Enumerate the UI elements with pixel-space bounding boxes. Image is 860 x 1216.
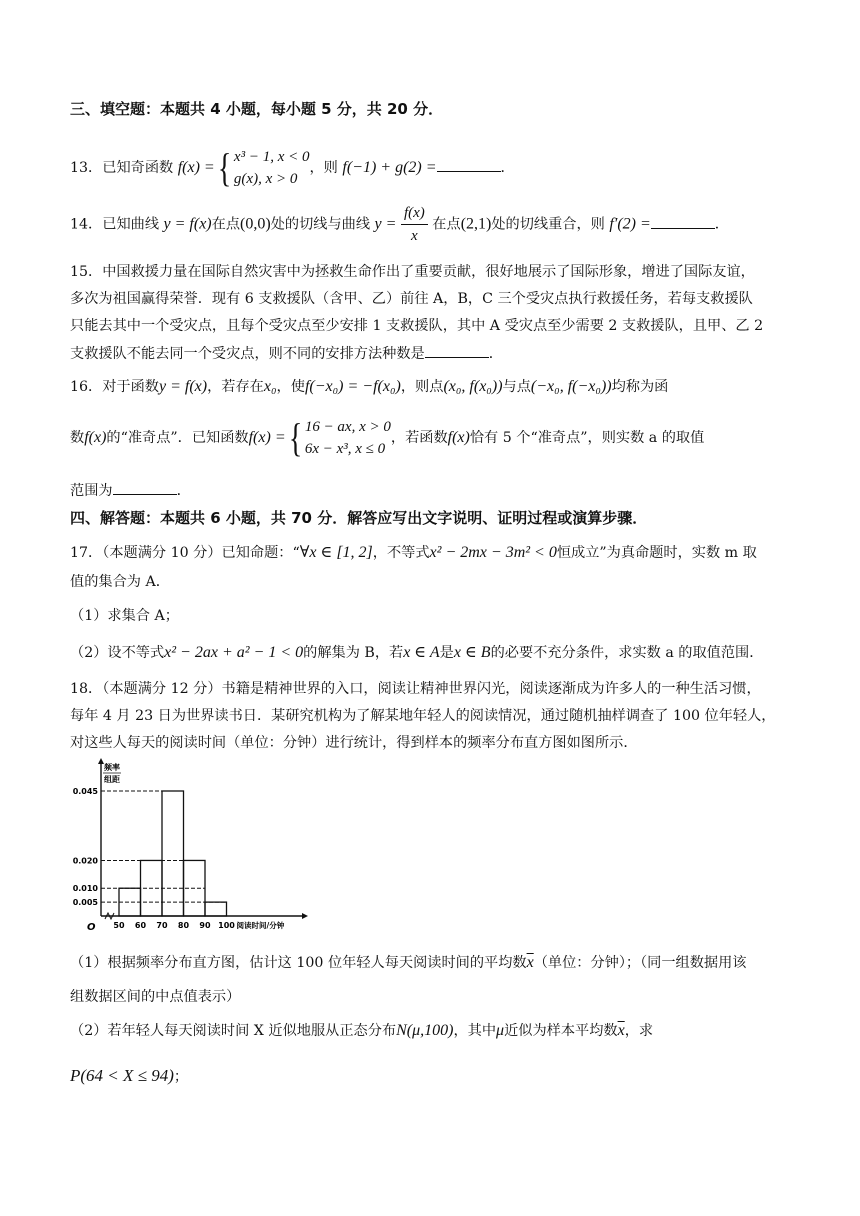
question-15-line-1: 15．中国救援力量在国际自然灾害中为拯救生命作出了重要贡献，很好地展示了国际形象，增进了国际友谊，: [70, 264, 755, 280]
x-tick-label: 60: [134, 921, 147, 930]
question-15-line-3: 只能去其中一个受灾点，且每个受灾点至少安排 1 支救援队，其中 A 受灾点至少需要 2 支救援队，且甲、乙 2: [70, 318, 764, 334]
q13-function-lhs: f(x) =: [177, 159, 215, 176]
x-tick-label: 70: [156, 921, 168, 930]
section-3-heading: 三、填空题：本题共 4 小题，每小题 5 分，共 20 分．: [70, 100, 444, 118]
section-4-heading: 四、解答题：本题共 6 小题，共 70 分．解答应写出文字说明、证明过程或演算步骤．: [70, 509, 648, 527]
x-tick-label: 50: [113, 921, 125, 930]
question-16-line-2: 数f(x)的“准奇点”．已知函数f(x) ={ 16 − ax, x > 0 6x − x³, x ≤ 0 ，若函数f(x)恰有 5 个“准奇点”，则实数 a 的取值: [70, 415, 705, 460]
question-15-line-4: 支救援队不能去同一个受灾点，则不同的安排方法种数是 ．: [70, 343, 503, 364]
histogram-bar: [205, 902, 227, 916]
question-18-line-2: 每年 4 月 23 日为世界读书日．某研究机构为了解某地年轻人的阅读情况，通过随机抽样调查了 100 位年轻人，: [70, 708, 776, 724]
question-16-line-1: 16．对于函数y = f(x)，若存在x₀，使f(−x₀) = −f(x₀)，则点(x₀, f(x₀))与点(−x₀, f(−x₀))均称为函: [70, 378, 669, 395]
answer-blank: [651, 214, 715, 229]
axis-break: [105, 913, 114, 919]
question-18-part-1-line-2: 组数据区间的中点值表示）: [70, 989, 241, 1005]
question-16-line-3: 范围为 ．: [70, 480, 191, 501]
question-18-part-1: （1）根据频率分布直方图，估计这 100 位年轻人每天阅读时间的平均数$\overline{x}$（单位：分钟）；（同一组数据用该: [70, 954, 747, 971]
y-axis-label-bottom: 组距: [104, 775, 120, 784]
answer-blank: [113, 480, 177, 495]
y-tick-label: 0.020: [72, 856, 98, 866]
left-brace: {: [288, 415, 302, 460]
x-axis-arrow: [302, 913, 308, 919]
x-axis-label: 阅读时间/分钟: [236, 921, 285, 930]
histogram-bar: [162, 791, 184, 916]
question-15-line-2: 多次为祖国赢得荣誉．现有 6 支救援队（含甲、乙）前往 A，B，C 三个受灾点执行救援任务，若每支救援队: [70, 291, 753, 307]
question-18-part-2: （2）若年轻人每天阅读时间 X 近似地服从正态分布N(μ,100)，其中μ近似为样本平均数$\overline{x}$，求: [70, 1022, 654, 1039]
question-14: 14．已知曲线 y = f(x)在点(0,0)处的切线与曲线 y = $\frac{f(x)}{x}$ 在点(2,1)处的切线重合，则 f′(2) = ．: [70, 202, 729, 247]
question-18-line-1: 18．（本题满分 12 分）书籍是精神世界的入口，阅读让精神世界闪光，阅读逐渐成为许多人的一种生活习惯，: [70, 681, 761, 697]
x-tick-label: 80: [177, 921, 190, 930]
question-18-line-3: 对这些人每天的阅读时间（单位：分钟）进行统计，得到样本的频率分布直方图如图所示．: [70, 735, 638, 751]
q13-expression: f(−1) + g(2) =: [342, 159, 437, 176]
answer-blank: [437, 157, 501, 172]
question-13: 13．已知奇函数 f(x) ={ x³ − 1, x < 0 g(x), x > 0 ，则 f(−1) + g(2) = ．: [70, 145, 515, 190]
x-tick-label: 90: [199, 921, 211, 930]
origin-label: O: [87, 922, 96, 933]
q16-piecewise: 16 − ax, x > 0 6x − x³, x ≤ 0: [304, 419, 391, 457]
question-17-line-1: 17．（本题满分 10 分）已知命题：“∀x ∈ [1, 2]，不等式x² − 2mx − 3m² < 0恒成立”为真命题时，实数 m 取: [70, 544, 757, 561]
question-17-part-2: （2）设不等式x² − 2ax + a² − 1 < 0的解集为 B，若x ∈ A是x ∈ B的必要不充分条件，求实数 a 的取值范围．: [70, 644, 764, 661]
y-tick-label: 0.010: [72, 884, 98, 894]
y-tick-label: 0.005: [72, 898, 98, 908]
q14-fraction: $\frac{f(x)}{x}$: [401, 202, 428, 247]
question-17-line-2: 值的集合为 A．: [70, 574, 170, 590]
y-tick-label: 0.045: [72, 787, 98, 796]
q13-piecewise: x³ − 1, x < 0 g(x), x > 0: [233, 149, 310, 187]
y-axis-label-top: 频率: [104, 763, 120, 772]
question-18-part-2-line-2: P(64 < X ≤ 94)；: [70, 1066, 189, 1085]
answer-blank: [425, 343, 489, 358]
question-17-part-1: （1）求集合 A；: [70, 608, 179, 624]
frequency-histogram: [70, 758, 320, 938]
x-tick-label: 100: [218, 921, 235, 930]
left-brace: {: [217, 145, 232, 190]
